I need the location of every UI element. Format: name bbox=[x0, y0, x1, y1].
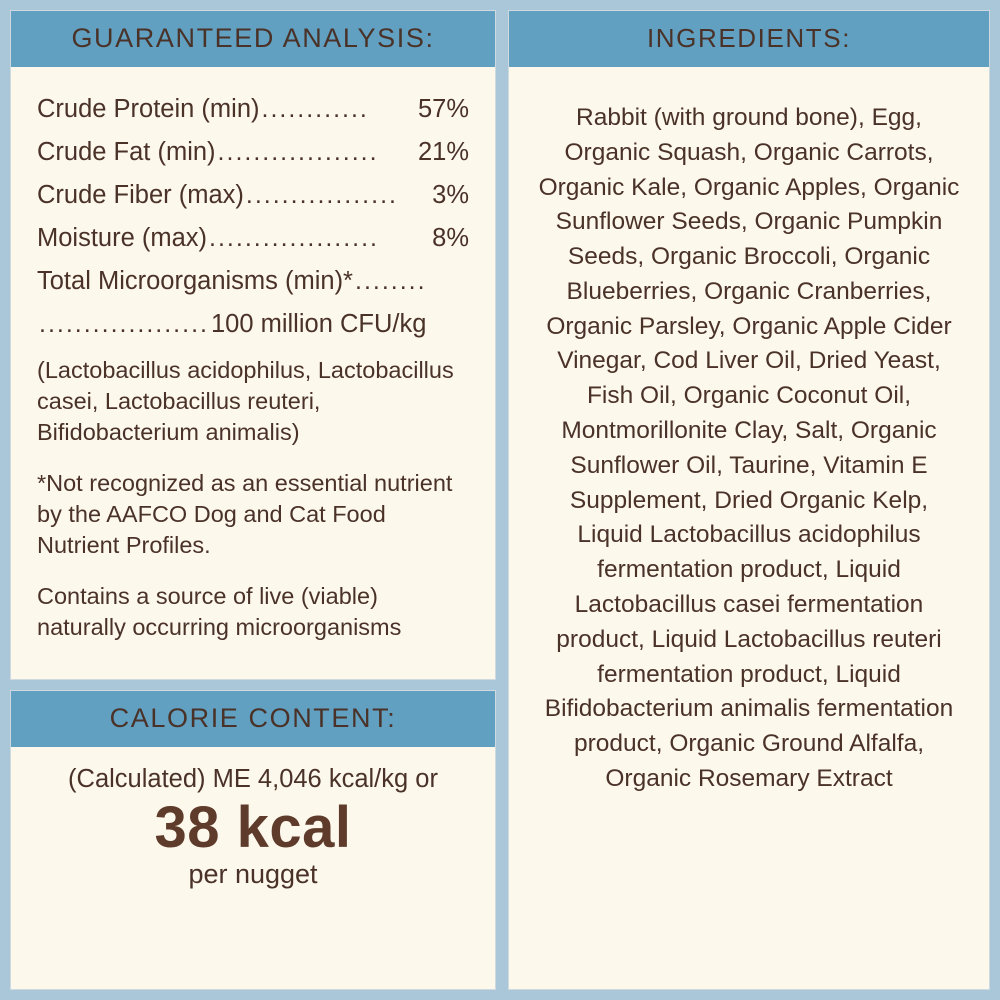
analysis-row bbox=[37, 224, 469, 253]
analysis-row-dots: .................. bbox=[217, 140, 379, 165]
analysis-row-continuation bbox=[37, 310, 469, 339]
guaranteed-analysis-title: GUARANTEED ANALYSIS: bbox=[11, 11, 495, 67]
analysis-row bbox=[37, 181, 469, 210]
analysis-row-value: 100 million CFU/kg bbox=[210, 310, 427, 338]
analysis-row-dots: ................... bbox=[39, 312, 209, 337]
ingredients-text: Rabbit (with ground bone), Egg, Organic Squash, Organic Carrots, Organic Kale, Organic Apples, Organic Sunflower Seeds, Organic Pumpkin Seeds, Organic Broccoli, Organic Blueberries, Organic Cranberries, Organic Parsley, Organic Apple Cider Vinegar, Cod Liver Oil, Dried Yeast, Fish Oil, Organic Coconut Oil, Montmorillonite Clay, Salt, Organic Sunflower Oil, Taurine, Vitamin E Supplement, Dried Organic Kelp, Liquid Lactobacillus acidophilus fermentation product, Liquid Lactobacillus casei fermentation product, Liquid Lactobacillus reuteri fermentation product, Liquid Bifidobacterium animalis fermentation product, Organic Ground Alfalfa, Organic Rosemary Extract bbox=[538, 104, 960, 792]
analysis-row-dots: ................... bbox=[209, 226, 380, 251]
calorie-per-nugget-value: 38 kcal bbox=[154, 795, 352, 861]
analysis-row-value: 8% bbox=[432, 224, 469, 252]
analysis-row-label: Total Microorganisms (min)* bbox=[37, 267, 353, 295]
left-column bbox=[10, 10, 496, 990]
analysis-row bbox=[37, 138, 469, 167]
analysis-row-dots: ........ bbox=[355, 269, 427, 294]
guaranteed-analysis-body bbox=[11, 67, 495, 679]
right-column bbox=[508, 10, 990, 990]
analysis-row-dots: ............ bbox=[261, 97, 369, 122]
analysis-row-dots: ................. bbox=[245, 183, 398, 208]
analysis-row-label: Crude Protein (min) bbox=[37, 95, 260, 123]
analysis-row-value: 57% bbox=[417, 95, 469, 123]
analysis-row-label: Crude Fiber (max) bbox=[37, 181, 244, 209]
asterisk-footnote: *Not recognized as an essential nutrient by the AAFCO Dog and Cat Food Nutrient Profiles. bbox=[37, 470, 453, 559]
calorie-per-kg: (Calculated) ME 4,046 kcal/kg or bbox=[68, 765, 438, 794]
analysis-row-value: 21% bbox=[417, 138, 469, 166]
analysis-row bbox=[37, 267, 469, 296]
probiotics-note: (Lactobacillus acidophilus, Lactobacillus casei, Lactobacillus reuteri, Bifidobacterium animalis) bbox=[37, 357, 454, 446]
ingredients-title: INGREDIENTS: bbox=[509, 11, 989, 67]
analysis-row bbox=[37, 95, 469, 124]
calorie-content-body bbox=[11, 747, 495, 989]
live-microorganisms-note: Contains a source of live (viable) naturally occurring microorganisms bbox=[37, 583, 402, 641]
ingredients-panel bbox=[508, 10, 990, 990]
guaranteed-analysis-panel bbox=[10, 10, 496, 680]
calorie-content-panel bbox=[10, 690, 496, 990]
calorie-per-nugget-label: per nugget bbox=[188, 859, 318, 890]
analysis-row-label: Crude Fat (min) bbox=[37, 138, 216, 166]
analysis-row-label: Moisture (max) bbox=[37, 224, 208, 252]
analysis-row-value: 3% bbox=[432, 181, 469, 209]
calorie-content-title: CALORIE CONTENT: bbox=[11, 691, 495, 747]
